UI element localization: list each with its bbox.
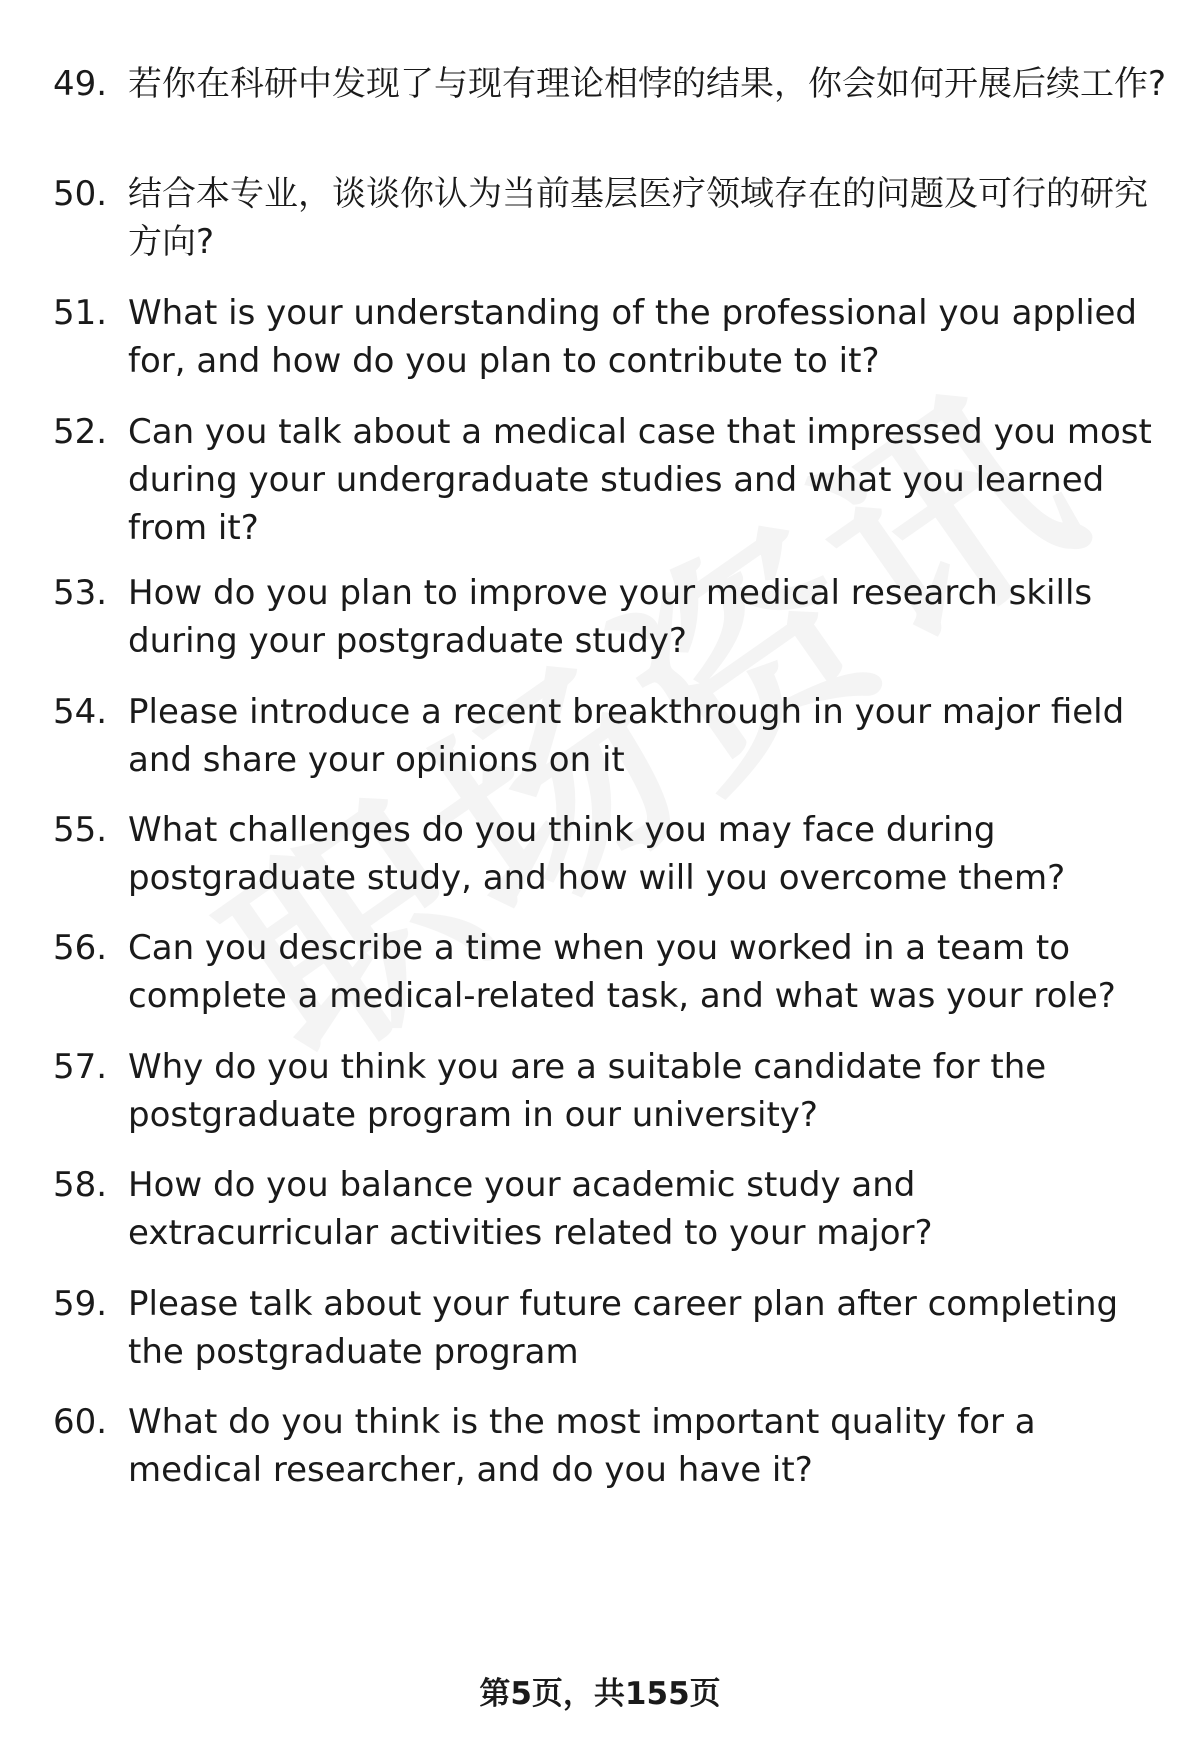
question-number: 57. bbox=[53, 1047, 108, 1087]
question-text: Why do you think you are a suitable candidate for the postgraduate program in our university? bbox=[128, 1047, 1047, 1135]
question-number: 52. bbox=[53, 412, 108, 452]
question-number: 49. bbox=[53, 64, 108, 104]
question-text: 若你在科研中发现了与现有理论相悖的结果，你会如何开展后续工作? bbox=[128, 64, 1167, 104]
question-number: 58. bbox=[53, 1165, 108, 1205]
question-text: Can you talk about a medical case that impressed you most during your undergraduate studies and what you learned from it? bbox=[128, 412, 1152, 548]
question-text: 结合本专业，谈谈你认为当前基层医疗领域存在的问题及可行的研究方向? bbox=[128, 174, 1148, 262]
question-number: 50. bbox=[53, 174, 108, 214]
question-number: 60. bbox=[53, 1402, 108, 1442]
question-number: 51. bbox=[53, 293, 108, 333]
question-number: 54. bbox=[53, 692, 108, 732]
question-text: Please introduce a recent breakthrough in your major field and share your opinions on it bbox=[128, 692, 1125, 780]
question-text: What do you think is the most important quality for a medical researcher, and do you have it? bbox=[128, 1402, 1036, 1490]
page-number-footer: 第5页，共155页 bbox=[479, 1676, 721, 1712]
question-number: 55. bbox=[53, 810, 108, 850]
question-text: What challenges do you think you may face during postgraduate study, and how will you overcome them? bbox=[128, 810, 1066, 898]
question-number: 56. bbox=[53, 928, 108, 968]
question-number: 53. bbox=[53, 573, 108, 613]
question-text: Can you describe a time when you worked in a team to complete a medical-related task, and what was your role? bbox=[128, 928, 1116, 1016]
question-text: How do you plan to improve your medical research skills during your postgraduate study? bbox=[128, 573, 1093, 661]
question-text: How do you balance your academic study and extracurricular activities related to your major? bbox=[128, 1165, 933, 1253]
question-number: 59. bbox=[53, 1284, 108, 1324]
question-text: Please talk about your future career plan after completing the postgraduate program bbox=[128, 1284, 1119, 1372]
question-text: What is your understanding of the professional you applied for, and how do you plan to contribute to it? bbox=[128, 293, 1138, 381]
